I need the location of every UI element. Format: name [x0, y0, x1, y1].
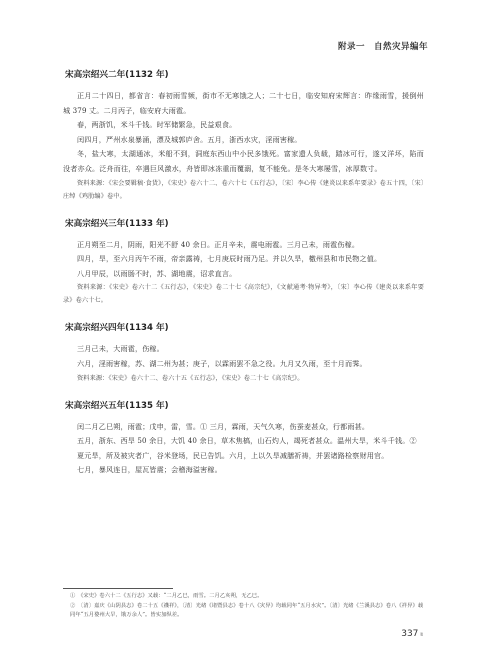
- main-content: [63, 66, 424, 478]
- page-number: [401, 629, 423, 639]
- section-title: 宋高宗绍兴五年(1135 年): [65, 400, 169, 411]
- page-number-suffix: ʬ: [420, 632, 423, 638]
- source-note: 资料来源：《宋史》卷六十二、卷六十五《五行志》，《宋史》卷二十七《高宗纪》。: [77, 374, 304, 382]
- section-title: 宋高宗绍兴四年(1134 年): [65, 323, 169, 334]
- section-title: 宋高宗绍兴三年(1133 年): [65, 218, 169, 229]
- paragraph: 闰四月，严州水泉暴涌，漂及城郭庐舍。五月，浙西水灾，淫雨害稼。: [77, 134, 302, 144]
- paragraph: 五月，浙东、西旱 50 余日，大饥 40 余日，草木焦槁，山石灼人，竭死者甚众。温州大旱，米斗千钱。②: [77, 436, 417, 446]
- footnotes: [70, 592, 428, 621]
- page-number-value: 337: [401, 629, 419, 639]
- paragraph: 四月，旱，至六月丙午不雨，帝亲露祷，七月庚辰时雨乃足。并以久旱，檄州县和市民物之值。: [77, 254, 382, 264]
- paragraph: 三月己未，大雨雹，伤稼。: [77, 344, 164, 354]
- footnote: ① 《宋史》卷六十二《五行志》又载：“二月乙巳，雨雪。二月乙亥朔，无乙巳。: [70, 593, 263, 599]
- paragraph: 正月朔至二月，阴雨，阳光不舒 40 余日。正月辛未，震电雨雹。三月己未，雨雹伤稼。: [77, 239, 360, 249]
- source-note: 资料来源：《宋史》卷六十二《五行志》，《宋史》卷二十七《高宗纪》，《文献通考·物异考》，〔宋〕李心传《建炎以来系年要录》卷六十七。: [63, 284, 424, 305]
- paragraph: 闰二月乙巳朔，雨雹；戊申，雷，雪。① 三月，霖雨，天气久寒，伤蚕麦甚众，行都雨甚。: [77, 421, 370, 431]
- paragraph: 冬，盐大寒，太湖通冰，米船不到，洞庭东西山中小民多饿死。富家遗人负载，踏冰可行，遂又洋坏，陷而没者亦众。泛舟而往，卒遇巨风激水，舟皆即冰冻重而覆溺，复不能免。是冬大寒屡雪，冰厚数寸。: [63, 149, 424, 173]
- paragraph: 夏元旱，所及被灾者广，谷米登场，民已告饥。六月，上以久旱减膳祈祷，并罢诸路检察财用官。: [77, 450, 389, 460]
- source-note: 资料来源：《宋会要辑稿·食货》，《宋史》卷六十二、卷六十七《五行志》，〔宋〕李心传《建炎以来系年要录》卷五十四，〔宋〕庄绰《鸡肋编》卷中。: [63, 179, 424, 200]
- paragraph: 正月二十四日，都省言：春初雨雪频，街市不无寒饿之人；二十七日，临安知府宋辉言：昨缘雨雪，援倒州城 379 丈。二月丙子，临安府大雨雹。: [63, 91, 424, 115]
- paragraph: 八月甲辰，以雨肠不时，苏、湖地震，诏求直言。: [77, 268, 237, 278]
- paragraph: 春，两浙饥，米斗千钱。时军储繁急，民益艰食。: [77, 120, 237, 130]
- running-head: 附录一 自然灾异编年: [337, 42, 428, 52]
- footnote: ② 〔清〕嘉庆《山阴县志》卷二十五《禨祥》，〔清〕光绪《诸暨县志》卷十八《灾异》均载同年“五月水灾”。〔清〕光绪《兰溪县志》卷八《祥异》载同年“五月婺州大旱，饿万余人”。皆实加纵差。: [70, 602, 424, 618]
- footnote-divider: [63, 588, 173, 589]
- paragraph: 六月，淫雨害稼，苏、湖二州为甚；庚子，以霖雨罢不急之役。九月又久雨，至十月而霁。: [77, 358, 367, 368]
- paragraph: 七月，暴风连日，屋瓦皆震；会稽海溢害稼。: [77, 465, 222, 475]
- section-title: 宋高宗绍兴二年(1132 年): [65, 70, 169, 80]
